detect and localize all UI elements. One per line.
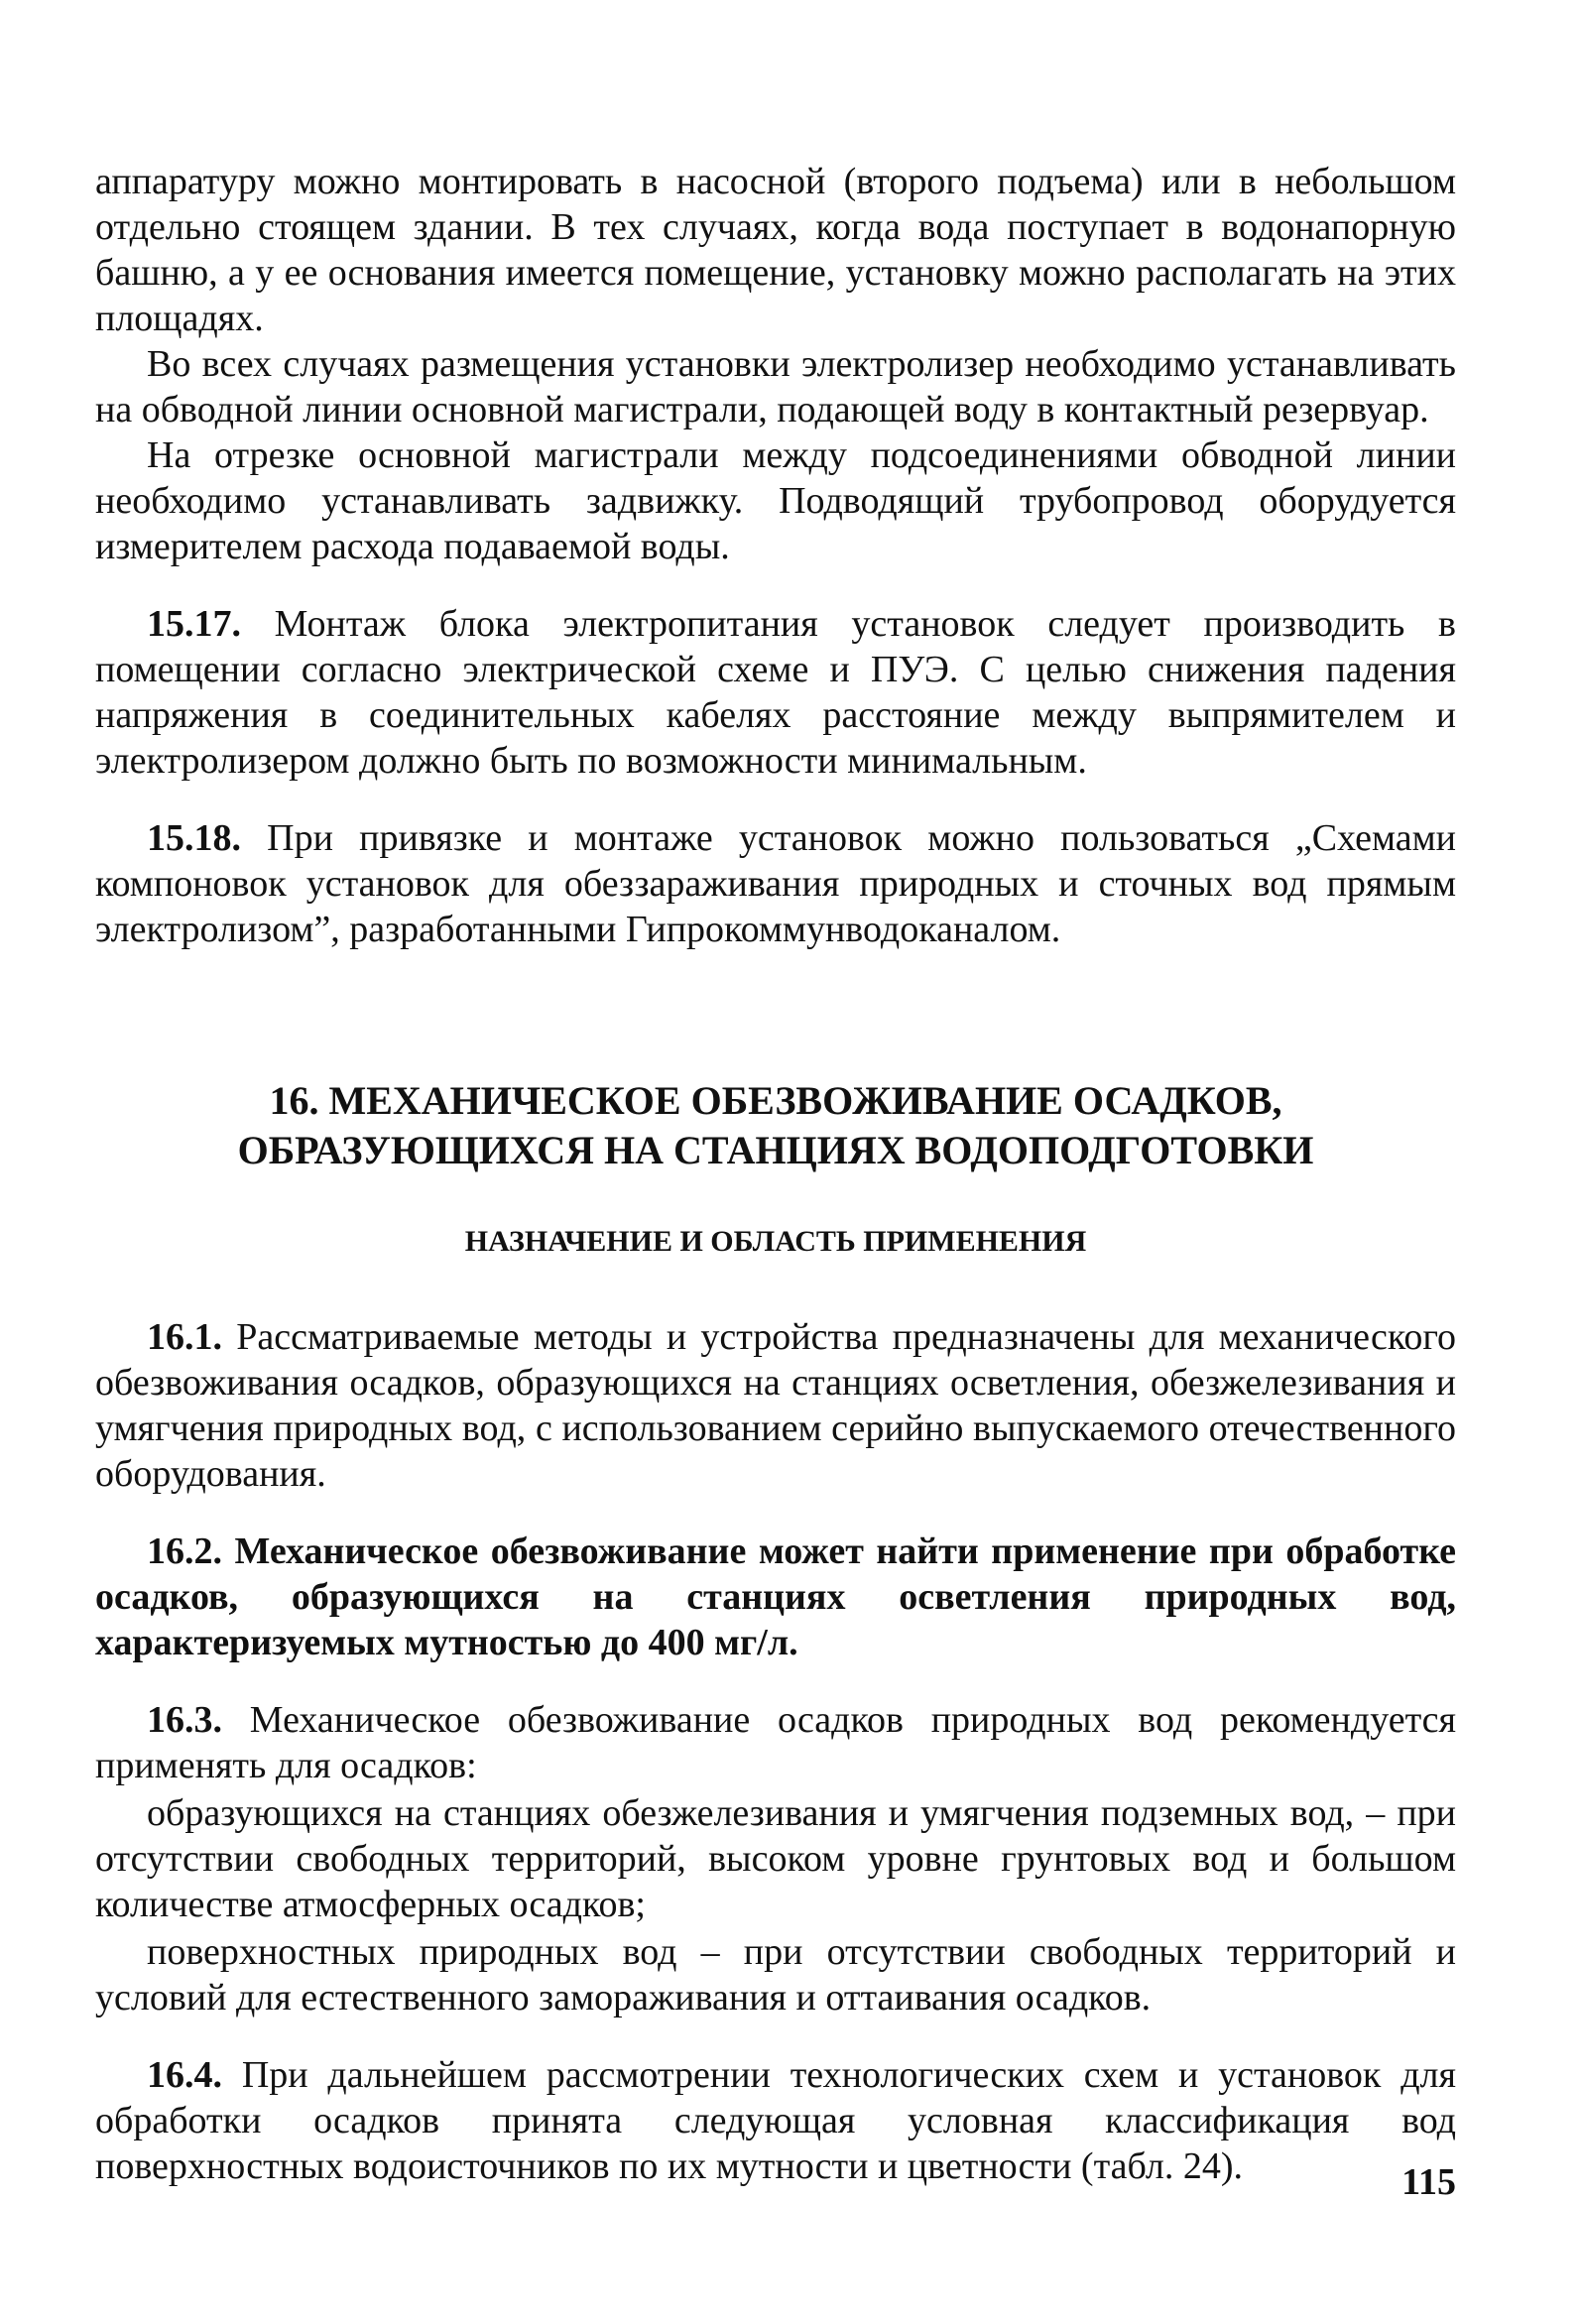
clause-16-3-item-1: образующихся на станциях обезжелезивания и умягчения подземных вод, – при отсутствии свободных территорий, высоком уровне грунтовых вод и большом количестве атмосферных осадков; (95, 1792, 1456, 1925)
clause-text: Механическое обезвоживание может найти применение при обработке осадков, образующихся на станциях осветления природных вод, характеризуемых мутностью до 400 мг/л. (95, 1530, 1457, 1663)
clause-text: Монтаж блока электропитания установок следует производить в помещении согласно электрической схеме и ПУЭ. С целью снижения падения напряжения в соединительных кабелях расстояние между выпрямителем и электролизером должно быть по возможности минимальным. (95, 603, 1456, 782)
clause-16-4 (95, 2052, 1456, 2189)
clause-number: 16.3. (147, 1699, 222, 1741)
clause-text: Рассматриваемые методы и устройства предназначены для механического обезвоживания осадков, образующихся на станциях осветления, обезжелезивания и умягчения природных вод, с использованием серийно выпускаемого отечественного оборудования. (95, 1316, 1456, 1495)
clause-16-3-item-2: поверхностных природных вод – при отсутствии свободных территорий и условий для естественного замораживания и оттаивания осадков. (95, 1931, 1456, 2018)
page-number: 115 (1401, 2161, 1456, 2203)
clause-text: Механическое обезвоживание осадков природных вод рекомендуется применять для осадков: (95, 1699, 1457, 1786)
clause-15-17 (95, 601, 1456, 784)
paragraph-intro-1: аппаратуру можно монтировать в насосной (второго подъема) или в небольшом отдельно стоящем здании. В тех случаях, когда вода поступает в водонапорную башню, а у ее основания имеется помещение, установку можно располагать на этих площадях. (95, 161, 1456, 339)
section-title-line-2: ОБРАЗУЮЩИХСЯ НА СТАНЦИЯХ ВОДОПОДГОТОВКИ (237, 1128, 1314, 1172)
section-title (95, 1076, 1456, 1175)
clause-number: 16.1. (147, 1316, 222, 1358)
clause-number: 15.17. (147, 603, 241, 645)
paragraph-intro-2: Во всех случаях размещения установки электролизер необходимо устанавливать на обводной линии основной магистрали, подающей воду в контактный резервуар. (95, 343, 1456, 430)
clause-number: 16.2. (147, 1530, 222, 1572)
clause-16-2 (95, 1529, 1456, 1665)
clause-number: 15.18. (147, 817, 241, 859)
clause-number: 16.4. (147, 2054, 222, 2096)
clause-15-18 (95, 815, 1456, 952)
clause-text: При дальнейшем рассмотрении технологических схем и установок для обработки осадков принята следующая условная классификация вод поверхностных водоисточников по их мутности и цветности (табл. 24). (95, 2054, 1456, 2187)
clause-16-1 (95, 1314, 1456, 1497)
clause-text: При привязке и монтаже установок можно пользоваться „Схемами компоновок установок для обеззараживания природных и сточных вод прямым электролизом”, разработанными Гипрокоммунводоканалом. (95, 817, 1457, 950)
text-block-top (95, 159, 1456, 952)
section-subtitle: НАЗНАЧЕНИЕ И ОБЛАСТЬ ПРИМЕНЕНИЯ (464, 1225, 1087, 1258)
section-title-line-1: 16. МЕХАНИЧЕСКОЕ ОБЕЗВОЖИВАНИЕ ОСАДКОВ, (269, 1078, 1282, 1123)
paragraph-intro-3: На отрезке основной магистрали между подсоединениями обводной линии необходимо устанавливать задвижку. Подводящий трубопровод оборудуется измерителем расхода подаваемой воды. (95, 434, 1456, 567)
text-block-bottom (95, 1314, 1456, 2189)
clause-16-3 (95, 1697, 1456, 1788)
